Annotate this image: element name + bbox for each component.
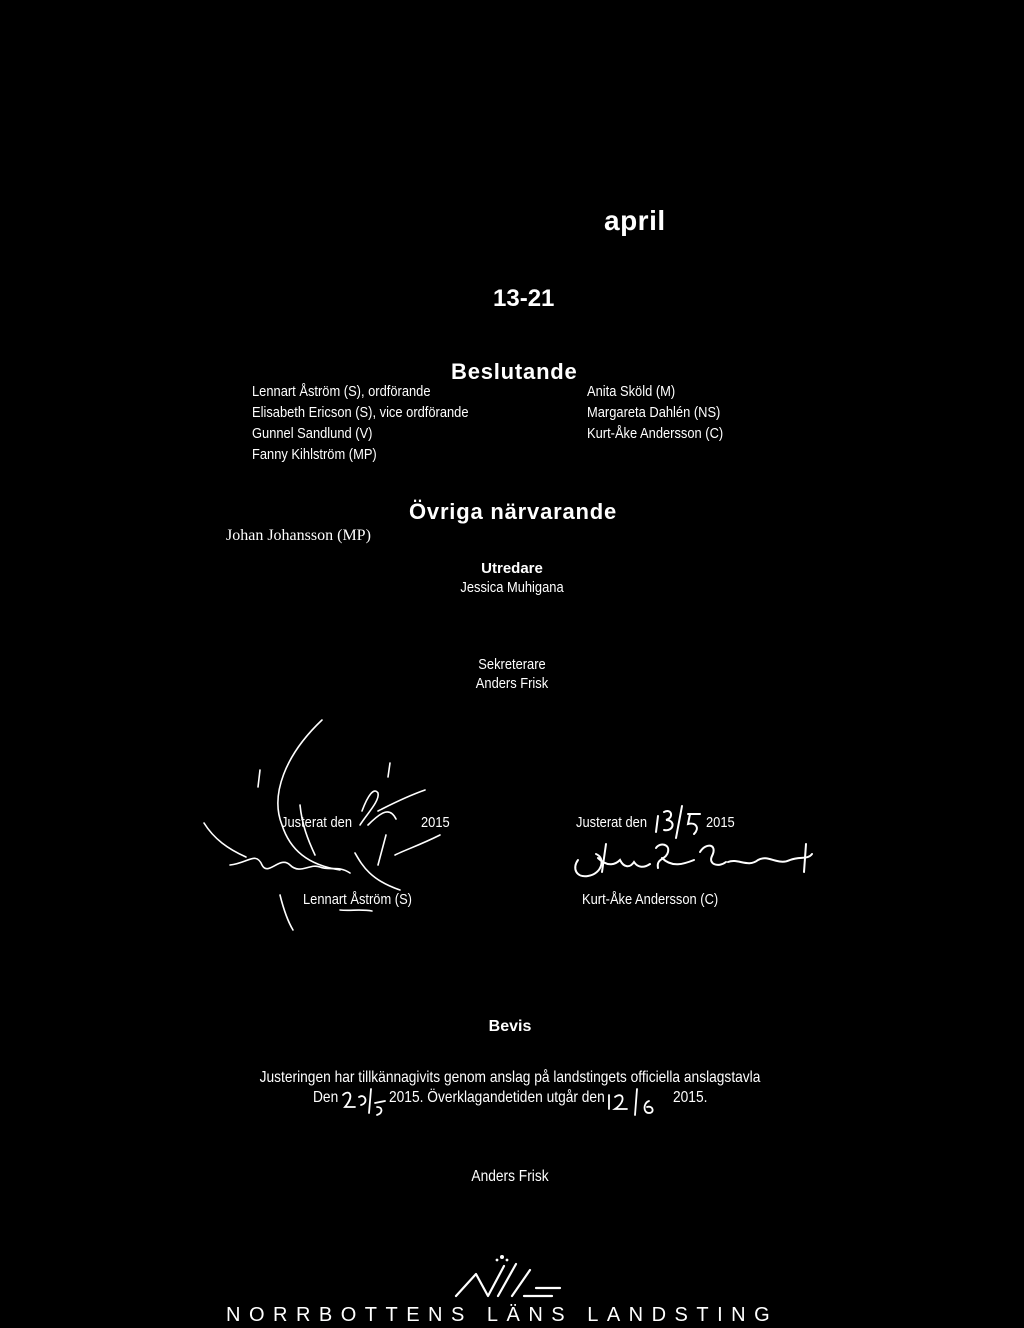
proof-signer: Anders Frisk [471, 1168, 549, 1185]
secretary-label: Sekreterare [478, 656, 546, 673]
organisation-name: NORRBOTTENS LÄNS LANDSTING [226, 1304, 779, 1326]
right-date-handwritten-icon [654, 802, 706, 842]
left-adjusted-year: 2015 [421, 814, 450, 831]
secretary-name: Anders Frisk [475, 675, 549, 692]
member-name: Margareta Dahlén (NS) [587, 404, 721, 421]
member-name: Fanny Kihlström (MP) [252, 446, 377, 463]
proof-line-1: Justeringen har tillkännagivits genom anslag på landstingets officiella anslagstavla [259, 1069, 761, 1086]
others-present-title: Övriga närvarande [409, 499, 618, 524]
paragraph-range: 13-21 [493, 285, 555, 312]
nll-logo-icon [452, 1252, 572, 1302]
proof-line-2-prefix: Den [313, 1089, 339, 1106]
proof-title: Bevis [488, 1018, 532, 1035]
decision-makers-right-list [587, 381, 723, 444]
investigator-label: Utredare [481, 560, 543, 577]
decision-makers-title: Beslutande [451, 359, 578, 384]
left-adjusted-name: Lennart Åström (S) [303, 891, 412, 908]
member-name: Elisabeth Ericson (S), vice ordförande [252, 404, 469, 421]
right-adjusted-name: Kurt-Åke Andersson (C) [582, 891, 719, 908]
right-signature-icon [568, 838, 818, 888]
meeting-month: april [604, 205, 666, 236]
proof-date2-handwritten-icon [605, 1087, 659, 1117]
left-adjusted-prefix: Justerat den [281, 814, 353, 831]
proof-date-handwritten-icon [341, 1087, 387, 1117]
investigator-name: Jessica Muhigana [460, 579, 564, 596]
decision-makers-left-list [252, 381, 469, 465]
member-name: Lennart Åström (S), ordförande [252, 383, 431, 400]
member-name: Kurt-Åke Andersson (C) [587, 425, 724, 442]
proof-line-2-suffix: 2015. [673, 1089, 708, 1106]
right-adjusted-year: 2015 [706, 814, 735, 831]
proof-line-2-mid: 2015. Överklagandetiden utgår den [389, 1089, 605, 1106]
member-name: Gunnel Sandlund (V) [252, 425, 373, 442]
others-present-side-name: Johan Johansson (MP) [226, 527, 371, 544]
right-adjusted-prefix: Justerat den [576, 814, 648, 831]
member-name: Anita Sköld (M) [587, 383, 676, 400]
